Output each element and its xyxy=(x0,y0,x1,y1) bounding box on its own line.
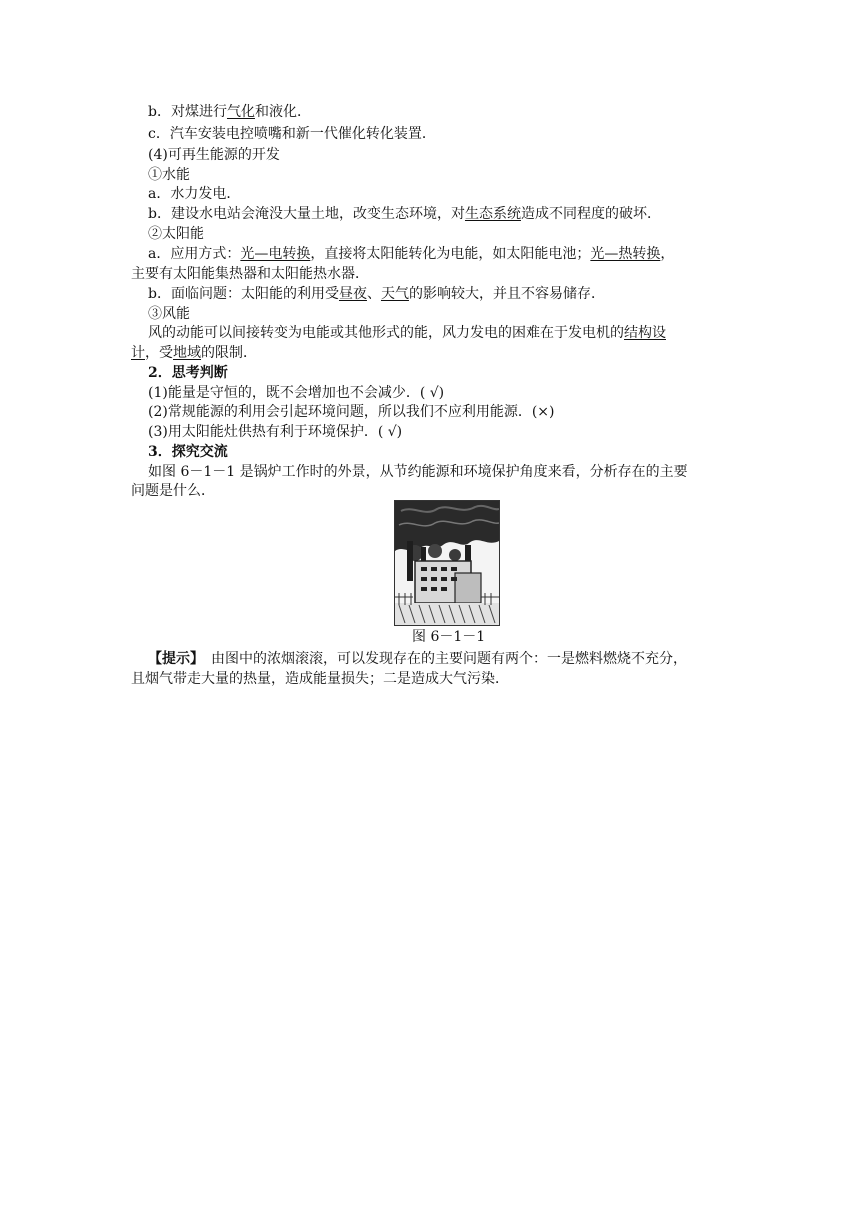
text: 、 xyxy=(366,286,381,302)
line-wind xyxy=(148,323,666,343)
subheading-wind: ③风能 xyxy=(148,306,190,322)
underlined-term: 光—热转换 xyxy=(590,246,661,262)
underlined-term: 结构设 xyxy=(624,325,666,341)
judgement-1: (1)能量是守恒的，既不会增加也不会减少．( √) xyxy=(148,385,445,401)
boiler-illustration xyxy=(395,501,499,625)
text: ， xyxy=(660,246,675,262)
text: 的限制． xyxy=(201,345,257,361)
judgement-2: (2)常规能源的利用会引起环境问题，所以我们不应利用能源．(×) xyxy=(148,404,555,420)
underlined-term: 生态系统 xyxy=(464,206,521,222)
section-judgement: 2．思考判断 xyxy=(148,365,228,381)
text: 和液化． xyxy=(254,104,311,120)
underlined-term: 昼夜 xyxy=(338,286,367,302)
text: 由图中的浓烟滚滚，可以发现存在的主要问题有两个：一是燃料燃烧不充分， xyxy=(197,651,687,667)
underlined-term: 光—电转换 xyxy=(240,246,311,262)
heading-renewable: (4)可再生能源的开发 xyxy=(148,147,280,163)
judgement-3: (3)用太阳能灶供热有利于环境保护．( √) xyxy=(148,424,403,440)
subheading-hydro: ①水能 xyxy=(148,167,190,183)
line-wind-cont xyxy=(131,343,257,363)
boiler-smoke-image xyxy=(394,500,500,626)
underlined-term: 天气 xyxy=(380,286,409,302)
hint-label: 【提示】 xyxy=(148,651,197,667)
text: 的影响较大，并且不容易储存． xyxy=(408,286,605,302)
text: 造成不同程度的破坏． xyxy=(520,206,661,222)
subheading-solar: ②太阳能 xyxy=(148,226,204,242)
underlined-term: 地域 xyxy=(173,345,201,361)
hint-line xyxy=(148,649,687,669)
text: ，直接将太阳能转化为电能，如太阳能电池； xyxy=(310,246,591,262)
text: b．面临问题：太阳能的利用受 xyxy=(148,286,339,302)
text: b．建设水电站会淹没大量土地，改变生态环境，对 xyxy=(148,206,465,222)
underlined-term: 计 xyxy=(131,345,145,361)
text: ，受 xyxy=(145,345,173,361)
line-hydro-impact xyxy=(148,204,661,224)
hint-line-cont: 且烟气带走大量的热量，造成能量损失；二是造成大气污染． xyxy=(131,671,509,687)
text: a．应用方式： xyxy=(148,246,241,262)
exploration-question-cont: 问题是什么． xyxy=(131,483,215,499)
text: b．对煤进行 xyxy=(148,104,227,120)
line-coal-gasification xyxy=(148,102,311,122)
underlined-term: 气化 xyxy=(226,104,255,120)
text: 风的动能可以间接转变为电能或其他形式的能，风力发电的困难在于发电机的 xyxy=(148,325,624,341)
line-solar-problems xyxy=(148,284,605,304)
line-solar-usage xyxy=(148,244,674,264)
section-exploration: 3．探究交流 xyxy=(148,444,228,460)
line-hydropower: a．水力发电． xyxy=(148,186,241,202)
figure-caption: 图 6－1－1 xyxy=(412,629,486,645)
line-car-device: c．汽车安装电控喷嘴和新一代催化转化装置． xyxy=(148,126,436,142)
exploration-question: 如图 6－1－1 是锅炉工作时的外景，从节约能源和环境保护角度来看，分析存在的主要 xyxy=(148,464,688,480)
line-solar-usage-cont: 主要有太阳能集热器和太阳能热水器． xyxy=(131,266,369,282)
